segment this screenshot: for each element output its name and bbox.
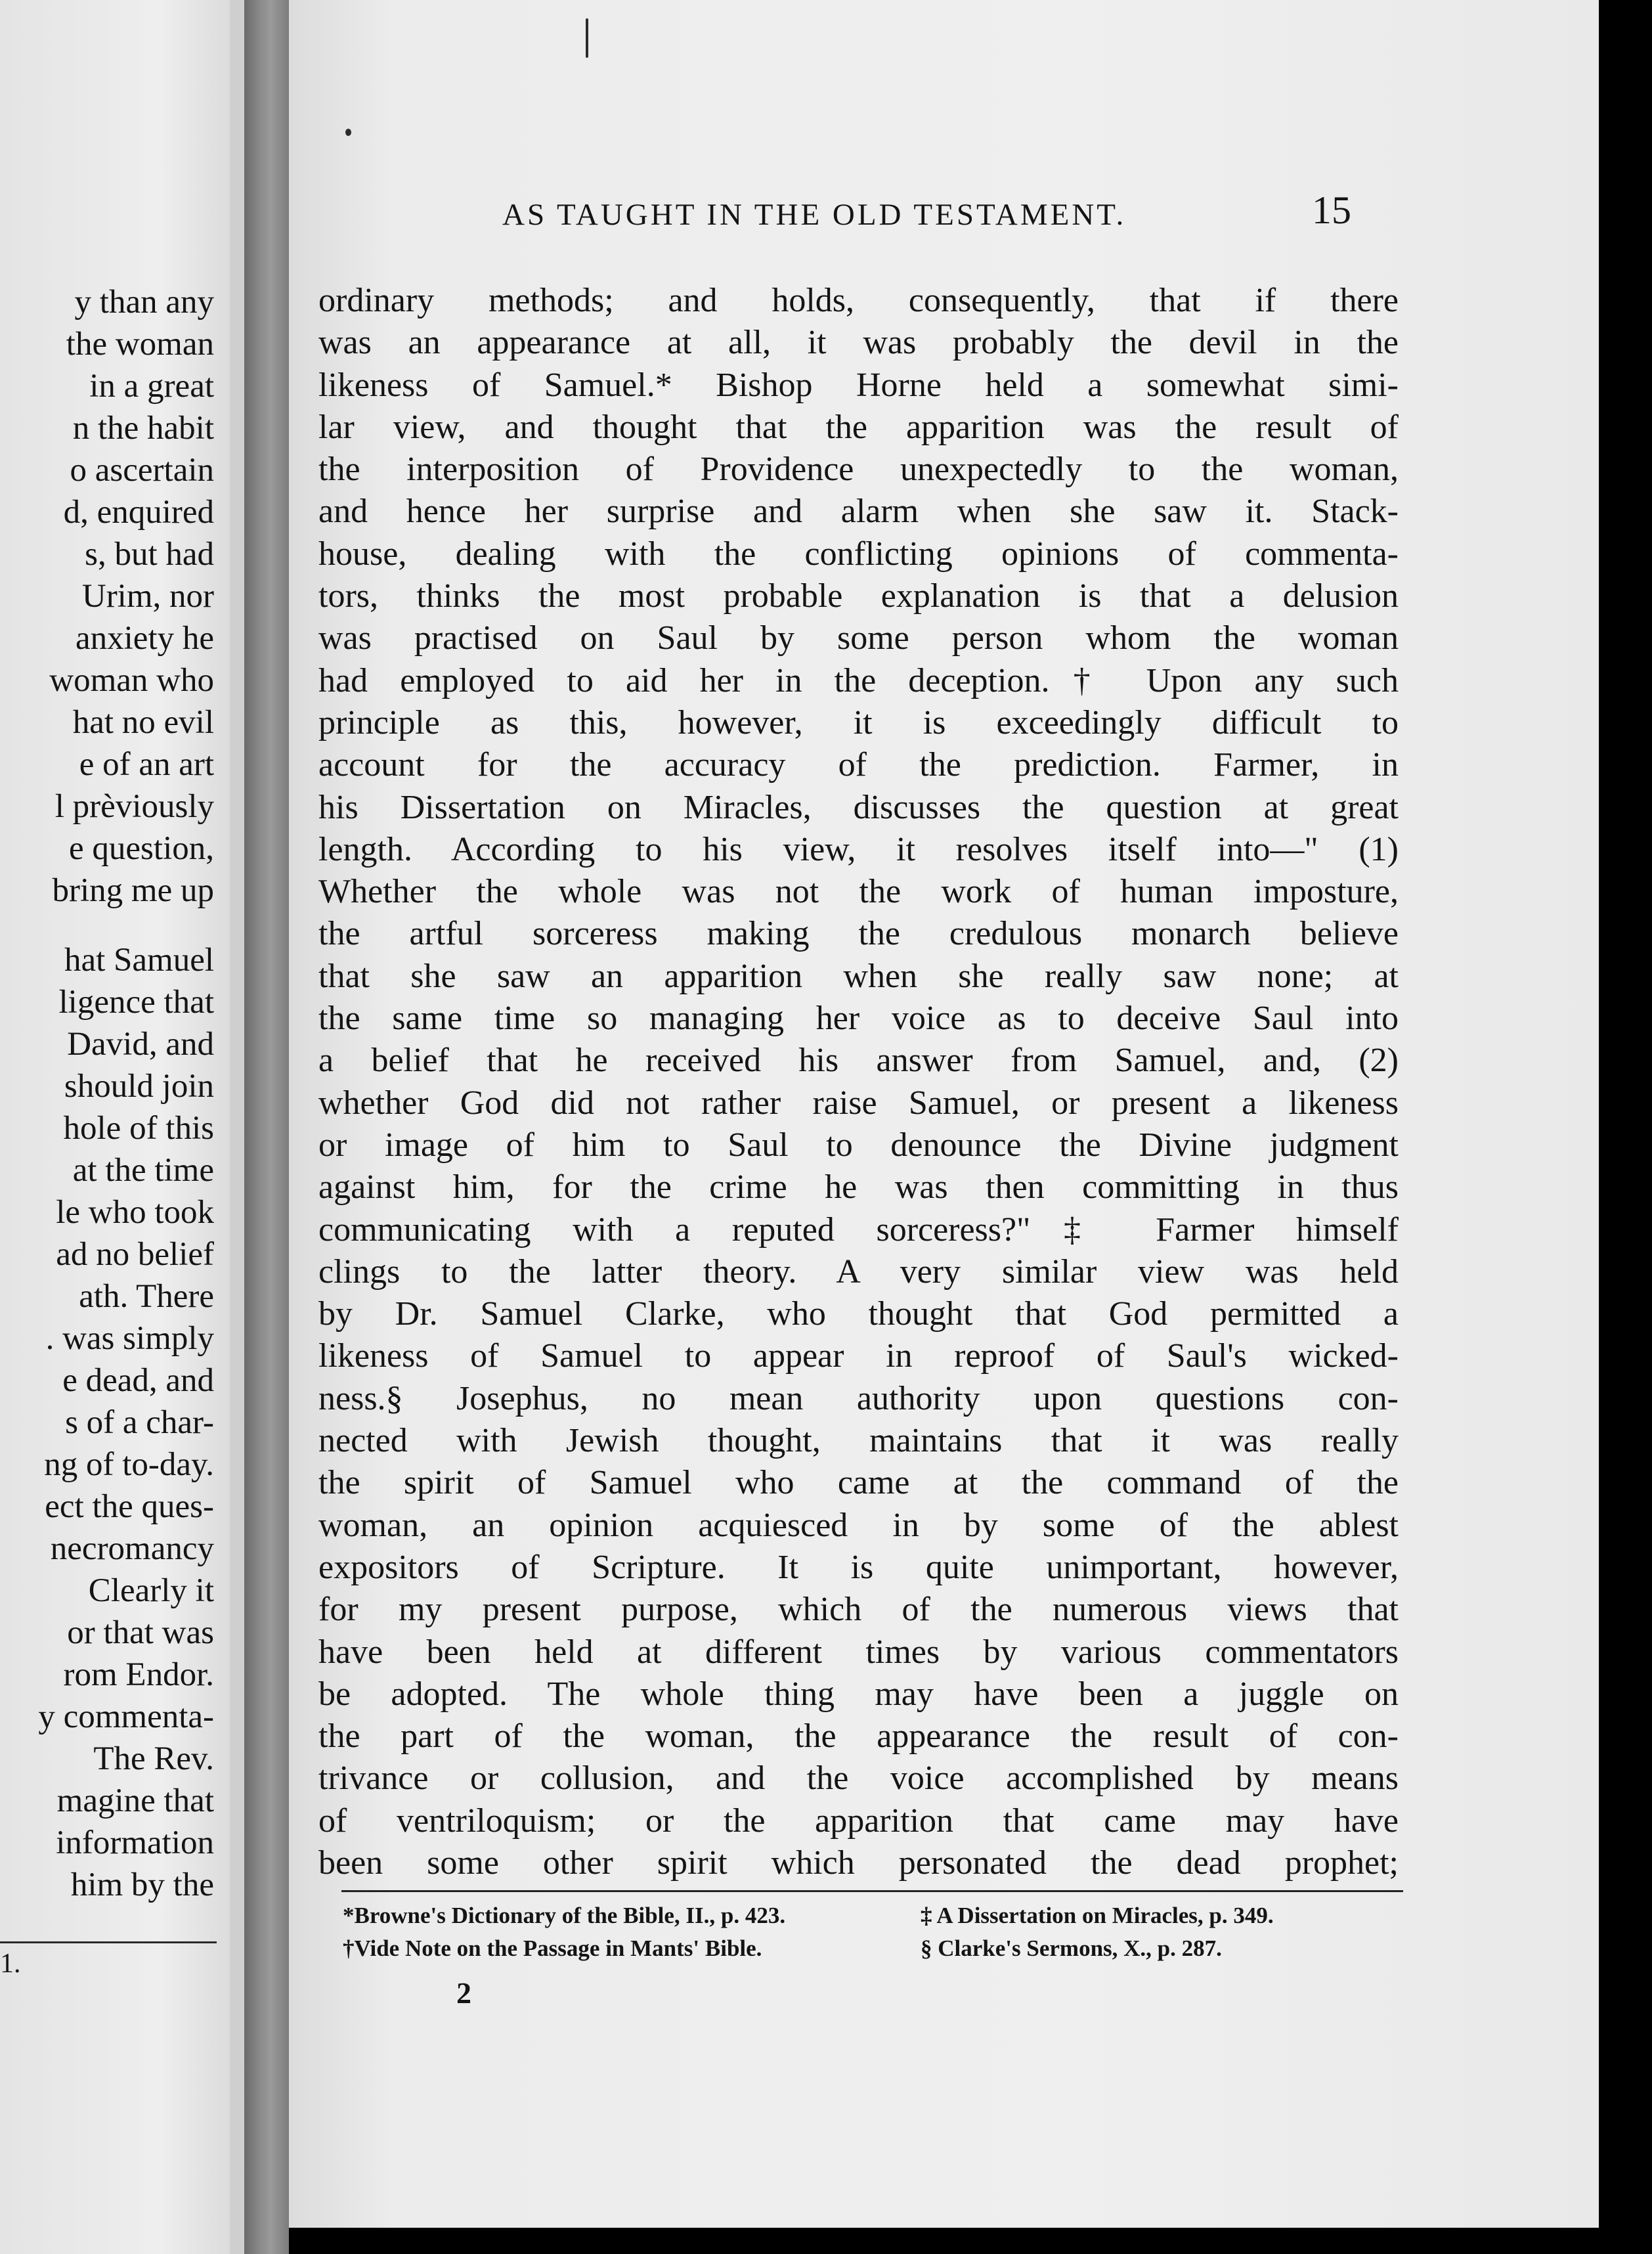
- facing-page-line: ng of to-day.: [44, 1446, 214, 1483]
- facing-page-line: Urim, nor: [81, 578, 214, 615]
- gutter-edge: [230, 0, 244, 2254]
- facing-page-line: bring me up: [52, 872, 214, 909]
- facing-page-footnote-fragment: 1.: [0, 1949, 21, 1979]
- facing-page-line: David, and: [67, 1026, 214, 1063]
- paragraph-gap: [0, 912, 214, 939]
- facing-page-line: ligence that: [58, 984, 214, 1021]
- facing-page-line: in a great: [89, 368, 214, 405]
- text-line: length. According to his view, it resolves itself into—" (1): [318, 830, 1399, 868]
- facing-page-line: woman who: [49, 662, 214, 699]
- text-line: clings to the latter theory. A very similar view was held: [318, 1252, 1399, 1291]
- text-line: the same time so managing her voice as to deceive Saul into: [318, 1000, 1399, 1038]
- facing-page-line: magine that: [56, 1782, 214, 1819]
- text-line: likeness of Samuel to appear in reproof of Saul's wicked-: [318, 1337, 1399, 1375]
- text-line: that she saw an apparition when she really saw none; at: [318, 957, 1399, 995]
- facing-page-line: s of a char-: [65, 1404, 214, 1441]
- text-line: a belief that he received his answer from Samuel, and, (2): [318, 1042, 1399, 1080]
- facing-page-line: e question,: [69, 830, 214, 867]
- text-line: his Dissertation on Miracles, discusses the question at great: [318, 788, 1399, 826]
- text-line: had employed to aid her in the deception.† Upon any such: [318, 661, 1399, 699]
- ink-speck: [345, 129, 351, 136]
- facing-page-line: rom Endor.: [63, 1656, 214, 1693]
- running-head: AS TAUGHT IN THE OLD TESTAMENT.: [502, 198, 1127, 232]
- footnote-row: [343, 1899, 1406, 1932]
- facing-page-line: s, but had: [85, 536, 214, 573]
- text-line: or image of him to Saul to denounce the Divine judgment: [318, 1126, 1399, 1164]
- text-line: and hence her surprise and alarm when she saw it. Stack-: [318, 493, 1399, 531]
- text-line: account for the accuracy of the prediction. Farmer, in: [318, 746, 1399, 784]
- text-line: was practised on Saul by some person whom the woman: [318, 619, 1399, 657]
- facing-page-line: y than any: [74, 284, 214, 320]
- text-line: woman, an opinion acquiesced in by some of the ablest: [318, 1506, 1399, 1544]
- facing-page-line: or that was: [67, 1614, 214, 1651]
- text-line: nected with Jewish thought, maintains that it was really: [318, 1422, 1399, 1460]
- facing-page-line: l prèviously: [54, 788, 214, 825]
- facing-page-line: e of an art: [79, 746, 214, 783]
- signature-mark: 2: [456, 1976, 471, 2010]
- text-line: have been held at different times by various commentators: [318, 1633, 1399, 1671]
- scan-border: [1599, 0, 1652, 2254]
- footnote: †Vide Note on the Passage in Mants' Bible.: [343, 1935, 762, 1961]
- facing-page-footnote-rule: [0, 1941, 217, 1943]
- book-gutter: [244, 0, 289, 2254]
- text-line: ordinary methods; and holds, consequently, that if there: [318, 282, 1399, 319]
- facing-page-line: hat no evil: [72, 704, 214, 741]
- facing-page-line: le who took: [56, 1194, 214, 1231]
- facing-page-line: at the time: [72, 1152, 214, 1189]
- facing-page-line: the woman: [66, 326, 214, 363]
- body-text: [318, 280, 1399, 1884]
- text-line: likeness of Samuel.* Bishop Horne held a somewhat simi-: [318, 366, 1399, 404]
- facing-page-line: hole of this: [63, 1110, 214, 1147]
- facing-page-line: y commenta-: [38, 1698, 214, 1735]
- footnote-rule: [341, 1890, 1403, 1892]
- text-line: lar view, and thought that the apparition was the result of: [318, 408, 1399, 446]
- facing-page-text: [0, 281, 214, 1906]
- page-15: [289, 0, 1599, 2228]
- text-line: been some other spirit which personated the dead prophet;: [318, 1844, 1399, 1882]
- footnote: § Clarke's Sermons, X., p. 287.: [921, 1935, 1222, 1961]
- facing-page-line: information: [56, 1824, 214, 1861]
- facing-page-line: necromancy: [50, 1530, 214, 1567]
- text-line: Whether the whole was not the work of human imposture,: [318, 873, 1399, 911]
- text-line: by Dr. Samuel Clarke, who thought that God permitted a: [318, 1295, 1399, 1333]
- text-line: house, dealing with the conflicting opinions of commenta-: [318, 535, 1399, 573]
- footnotes: [343, 1899, 1406, 1965]
- facing-page-left: [0, 0, 230, 2254]
- text-line: of ventriloquism; or the apparition that came may have: [318, 1801, 1399, 1840]
- text-line: ness.§ Josephus, no mean authority upon questions con-: [318, 1379, 1399, 1417]
- text-line: was an appearance at all, it was probably the devil in the: [318, 324, 1399, 362]
- facing-page-line: anxiety he: [76, 620, 214, 657]
- footnote-row: [343, 1932, 1406, 1965]
- text-line: communicating with a reputed sorceress?"‡ Farmer himself: [318, 1210, 1399, 1249]
- facing-page-line: him by the: [70, 1867, 214, 1903]
- page-number: 15: [1312, 188, 1351, 232]
- text-line: the part of the woman, the appearance the result of con-: [318, 1717, 1399, 1756]
- facing-page-line: ath. There: [79, 1278, 214, 1315]
- text-line: principle as this, however, it is exceedingly difficult to: [318, 703, 1399, 741]
- footnote: *Browne's Dictionary of the Bible, II., p. 423.: [343, 1903, 786, 1928]
- text-line: the interposition of Providence unexpectedly to the woman,: [318, 451, 1399, 489]
- text-line: tors, thinks the most probable explanation is that a delusion: [318, 577, 1399, 615]
- facing-page-line: . was simply: [45, 1320, 214, 1357]
- text-line: expositors of Scripture. It is quite unimportant, however,: [318, 1548, 1399, 1586]
- facing-page-line: d, enquired: [63, 494, 214, 531]
- text-line: for my present purpose, which of the numerous views that: [318, 1591, 1399, 1629]
- facing-page-line: ad no belief: [56, 1236, 214, 1273]
- text-line: against him, for the crime he was then committing in thus: [318, 1168, 1399, 1206]
- text-line: the artful sorceress making the credulous monarch believe: [318, 915, 1399, 953]
- footnote: ‡ A Dissertation on Miracles, p. 349.: [921, 1903, 1274, 1928]
- text-line: trivance or collusion, and the voice accomplished by means: [318, 1759, 1399, 1798]
- facing-page-line: hat Samuel: [64, 942, 214, 979]
- text-line: whether God did not rather raise Samuel, or present a likeness: [318, 1084, 1399, 1122]
- facing-page-line: n the habit: [72, 410, 214, 447]
- ink-scratch: [586, 18, 588, 58]
- text-line: the spirit of Samuel who came at the command of the: [318, 1464, 1399, 1502]
- facing-page-line: Clearly it: [88, 1572, 214, 1609]
- facing-page-line: e dead, and: [62, 1362, 214, 1399]
- facing-page-line: The Rev.: [93, 1740, 214, 1777]
- facing-page-line: ect the ques-: [45, 1488, 214, 1525]
- facing-page-line: o ascertain: [70, 452, 214, 489]
- facing-page-line: should join: [64, 1068, 214, 1105]
- text-line: be adopted. The whole thing may have been a juggle on: [318, 1675, 1399, 1713]
